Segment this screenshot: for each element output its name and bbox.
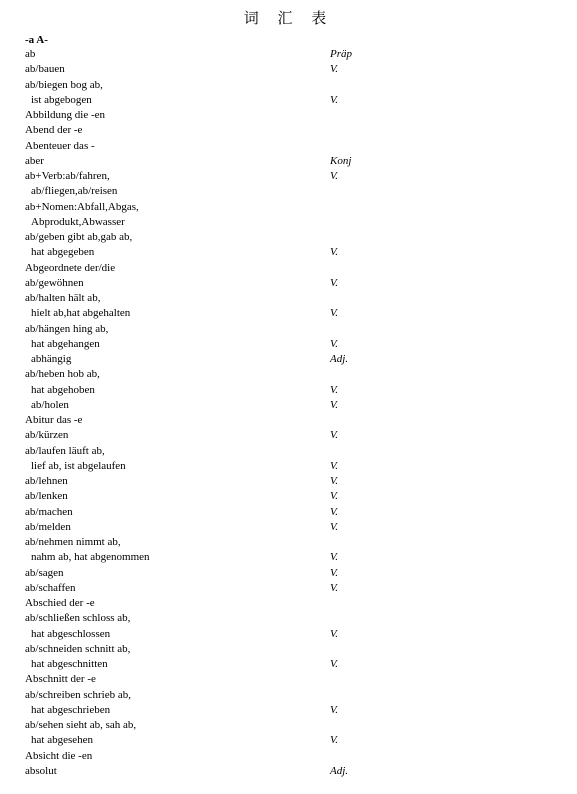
- entry-word: Absicht die -en: [25, 749, 93, 762]
- vocabulary-entry: [25, 47, 565, 62]
- entry-word-class: V.: [330, 566, 339, 579]
- vocabulary-entry: [25, 505, 565, 520]
- vocabulary-entry: [25, 398, 565, 413]
- vocabulary-entry: [25, 200, 565, 215]
- entry-word: hat abgesehen: [31, 734, 93, 747]
- entry-word: ab: [25, 48, 36, 60]
- entry-word: Abbildung die -en: [25, 109, 106, 121]
- vocabulary-entry: [25, 291, 565, 306]
- entry-word: Abprodukt,Abwasser: [31, 215, 125, 228]
- entry-word-class: Präp: [330, 48, 352, 60]
- vocabulary-entry: [25, 184, 565, 199]
- entry-word: hat abgegeben: [31, 246, 95, 259]
- entry-word: ab/sehen sieht ab, sah ab,: [25, 719, 137, 731]
- entry-word-class: V.: [330, 627, 339, 640]
- vocabulary-entry: [25, 581, 565, 596]
- vocabulary-entry: [25, 489, 565, 504]
- entry-word: hielt ab,hat abgehalten: [31, 307, 131, 320]
- entry-word: Abenteuer das -: [25, 139, 95, 152]
- entry-word: ist abgebogen: [31, 93, 92, 106]
- entry-word: Abend der -e: [25, 124, 83, 137]
- vocabulary-entry: [25, 611, 565, 626]
- entry-word: ab/bauen: [25, 63, 65, 76]
- entry-word-class: V.: [330, 459, 339, 472]
- entry-word: ab/heben hob ab,: [25, 368, 100, 381]
- entry-word: ab+Verb:ab/fahren,: [25, 170, 110, 182]
- entry-word: hat abgehoben: [31, 383, 95, 396]
- entry-word: ab/nehmen nimmt ab,: [25, 536, 121, 548]
- entry-word-class: V.: [330, 551, 339, 564]
- entry-word: ab/melden: [25, 520, 71, 533]
- vocabulary-entry: [25, 627, 565, 642]
- entry-word: lief ab, ist abgelaufen: [31, 459, 126, 472]
- vocabulary-entry: [25, 596, 565, 611]
- vocabulary-entry: [25, 459, 565, 474]
- entry-word: ab/lenken: [25, 490, 68, 503]
- entry-word: hat abgeschlossen: [31, 627, 111, 640]
- vocabulary-entry: [25, 169, 565, 184]
- vocabulary-entry: [25, 550, 565, 565]
- entry-word-class: V.: [330, 703, 339, 716]
- vocabulary-entry: [25, 261, 565, 276]
- vocabulary-entry: [25, 108, 565, 123]
- entry-word: ab/laufen läuft ab,: [25, 444, 105, 457]
- entry-word-class: Adj.: [330, 764, 349, 777]
- entry-word: ab/sagen: [25, 566, 64, 579]
- entry-word-class: V.: [330, 520, 339, 533]
- vocabulary-entry: [25, 367, 565, 382]
- entry-word-class: V.: [330, 63, 339, 76]
- vocabulary-entry: [25, 444, 565, 459]
- entry-word: ab/halten hält ab,: [25, 292, 101, 304]
- entry-word: ab/schreiben schrieb ab,: [25, 688, 131, 701]
- section-heading: -a A-: [25, 34, 48, 46]
- vocabulary-entry: [25, 154, 565, 169]
- entry-word: ab/geben gibt ab,gab ab,: [25, 231, 133, 243]
- vocabulary-entry: [25, 62, 565, 77]
- entry-word-class: V.: [330, 398, 339, 411]
- vocabulary-entry: [25, 474, 565, 489]
- entry-word: Abgeordnete der/die: [25, 261, 116, 274]
- entry-word-class: V.: [330, 246, 339, 259]
- vocabulary-entry: [25, 306, 565, 321]
- entry-word: abhängig: [31, 353, 72, 365]
- entry-word: ab/biegen bog ab,: [25, 78, 103, 91]
- vocabulary-list: [25, 47, 565, 779]
- entry-word: Abschied der -e: [25, 597, 95, 609]
- entry-word-class: V.: [330, 337, 339, 350]
- vocabulary-entry: [25, 276, 565, 291]
- entry-word: ab/schneiden schnitt ab,: [25, 642, 131, 655]
- vocabulary-entry: [25, 535, 565, 550]
- vocabulary-entry: [25, 566, 565, 581]
- vocabulary-entry: [25, 93, 565, 108]
- vocabulary-entry: [25, 672, 565, 687]
- entry-word-class: V.: [330, 475, 339, 487]
- entry-word-class: V.: [330, 581, 339, 594]
- vocabulary-entry: [25, 230, 565, 245]
- vocabulary-entry: [25, 215, 565, 230]
- vocabulary-entry: [25, 520, 565, 535]
- vocabulary-entry: [25, 78, 565, 93]
- vocabulary-entry: [25, 245, 565, 260]
- page-title: 词 汇 表: [243, 9, 334, 27]
- entry-word: ab/kürzen: [25, 429, 69, 442]
- vocabulary-entry: [25, 657, 565, 672]
- entry-word-class: V.: [330, 658, 339, 670]
- vocabulary-entry: [25, 413, 565, 428]
- entry-word: ab/machen: [25, 505, 73, 518]
- entry-word-class: V.: [330, 429, 339, 442]
- entry-word: absolut: [25, 764, 57, 777]
- entry-word: ab/gewöhnen: [25, 276, 84, 289]
- vocabulary-entry: [25, 718, 565, 733]
- entry-word-class: V.: [330, 93, 339, 106]
- vocabulary-entry: [25, 733, 565, 748]
- entry-word-class: V.: [330, 170, 339, 182]
- vocabulary-entry: [25, 123, 565, 138]
- entry-word-class: V.: [330, 505, 339, 518]
- vocabulary-entry: [25, 139, 565, 154]
- entry-word: hat abgeschnitten: [31, 658, 108, 670]
- vocabulary-entry: [25, 642, 565, 657]
- vocabulary-entry: [25, 337, 565, 352]
- entry-word: aber: [25, 154, 44, 167]
- entry-word: ab/holen: [31, 398, 69, 411]
- entry-word: ab/schließen schloss ab,: [25, 612, 131, 625]
- entry-word-class: Adj.: [330, 353, 349, 365]
- entry-word: nahm ab, hat abgenommen: [31, 551, 150, 564]
- entry-word-class: V.: [330, 307, 339, 320]
- entry-word: hat abgeschrieben: [31, 703, 111, 716]
- vocabulary-entry: [25, 764, 565, 779]
- entry-word: Abschnitt der -e: [25, 673, 96, 686]
- entry-word-class: V.: [330, 490, 339, 503]
- entry-word-class: V.: [330, 383, 339, 396]
- vocabulary-entry: [25, 428, 565, 443]
- entry-word: ab+Nomen:Abfall,Abgas,: [25, 200, 139, 213]
- entry-word-class: Konj: [330, 154, 352, 167]
- vocabulary-entry: [25, 352, 565, 367]
- entry-word-class: V.: [330, 276, 339, 289]
- vocabulary-entry: [25, 322, 565, 337]
- entry-word: Abitur das -e: [25, 414, 83, 426]
- entry-word: ab/schaffen: [25, 581, 76, 594]
- entry-word: ab/fliegen,ab/reisen: [31, 185, 118, 198]
- vocabulary-entry: [25, 383, 565, 398]
- entry-word: ab/hängen hing ab,: [25, 322, 109, 335]
- entry-word: ab/lehnen: [25, 475, 68, 487]
- entry-word: hat abgehangen: [31, 337, 100, 350]
- vocabulary-entry: [25, 688, 565, 703]
- vocabulary-entry: [25, 703, 565, 718]
- vocabulary-entry: [25, 749, 565, 764]
- entry-word-class: V.: [330, 734, 339, 747]
